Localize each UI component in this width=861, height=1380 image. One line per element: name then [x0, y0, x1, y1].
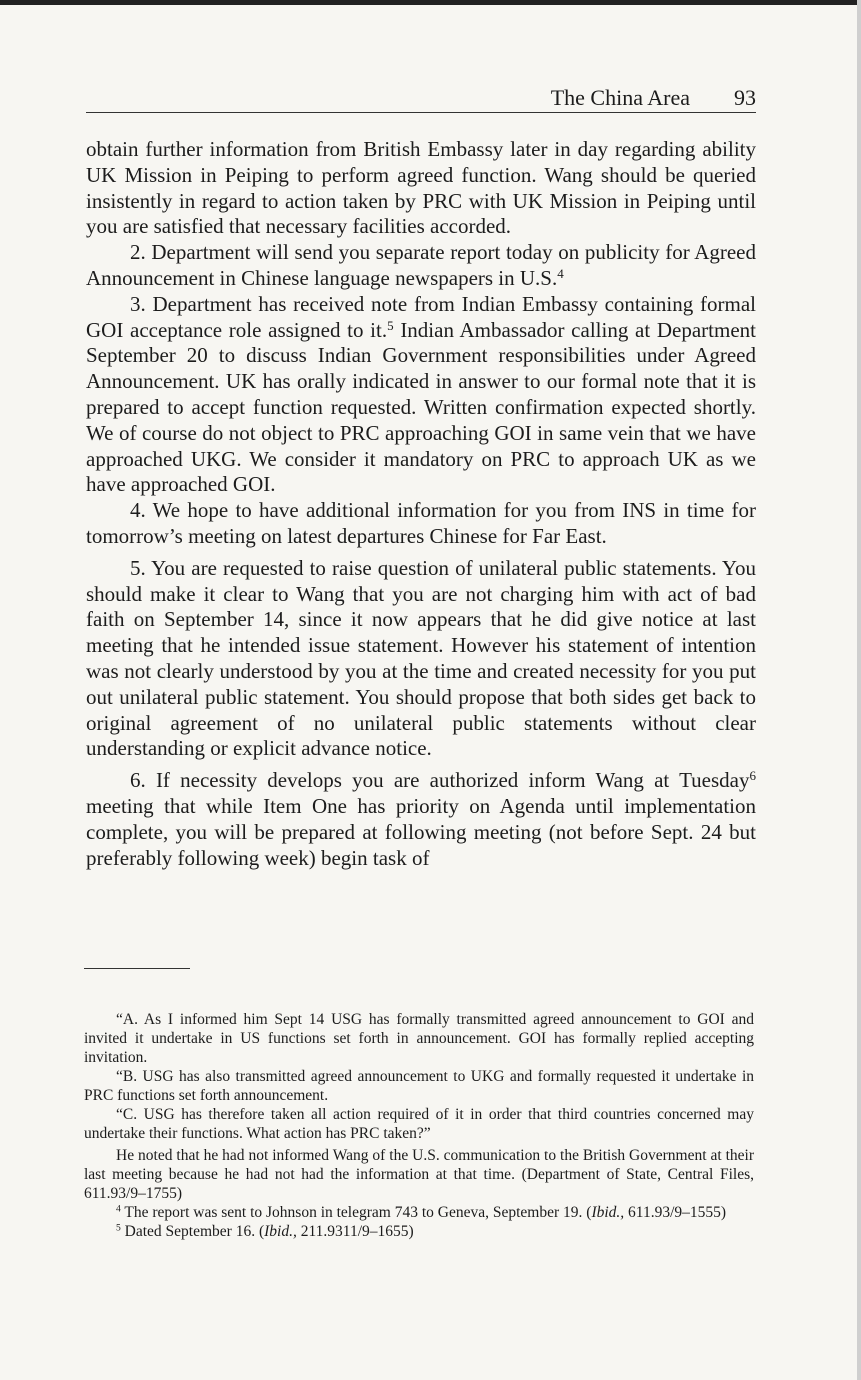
footnote-quote-a: “A. As I informed him Sept 14 USG has formally transmitted agreed announcement to GOI and invited it undertake in US functions set forth in announcement. GOI has formally replied accepting invitation.: [84, 1011, 754, 1066]
page-right-edge: [857, 0, 861, 1380]
footnote-4-mark: 4: [116, 1203, 121, 1215]
running-head: [86, 84, 756, 113]
footnote-5-citation: 211.9311/9–1655): [296, 1223, 414, 1240]
paragraph-3: [86, 292, 756, 498]
footnote-ref-6: 6: [749, 767, 756, 783]
footnote-5-mark: 5: [116, 1222, 121, 1234]
body-text: [86, 137, 756, 871]
paragraph-3-text-a: 3. Department has received note from Indian Embassy containing formal GOI acceptance role assigned to it.: [86, 291, 756, 342]
paragraph-2-text: 2. Department will send you separate report today on publicity for Agreed Announcement in Chinese language newspapers in U.S.: [86, 240, 756, 290]
footnote-ref-5: 5: [387, 317, 394, 333]
page-top-edge: [0, 0, 861, 5]
footnote-ref-4: 4: [557, 265, 564, 281]
footnote-4-ibid: Ibid.,: [591, 1204, 625, 1221]
paragraph-6: [86, 768, 756, 871]
footnote-4-text: The report was sent to Johnson in telegram 743 to Geneva, September 19. (: [120, 1204, 592, 1221]
paragraph-4: 4. We hope to have additional information for you from INS in time for tomorrow’s meeting on latest departures Chinese for Far East.: [86, 498, 756, 548]
footnotes: [84, 1010, 754, 1241]
paragraph-2: [86, 240, 756, 292]
footnote-4: [84, 1203, 754, 1222]
footnote-rule: [84, 968, 190, 969]
paragraph-6-text-b: meeting that while Item One has priority on Agenda until implementation complete, you will be prepared at following meeting (not before Sept. 24 but preferably following week) begin task of: [86, 793, 756, 870]
footnote-5-text: Dated September 16. (: [120, 1223, 265, 1240]
paragraph-6-text-a: 6. If necessity develops you are authorized inform Wang at Tuesday: [130, 768, 750, 793]
footnote-5: [84, 1222, 754, 1241]
page-number: 93: [734, 85, 756, 110]
paragraph-3-text-b: Indian Ambassador calling at Department September 20 to discuss Indian Government responsibilities under Agreed Announcement. UK has orally indicated in answer to our formal note that it is prepared to accept function requested. Written confirmation expected shortly. We of course do not object to PRC approaching GOI in same vein that we have approached UKG. We consider it mandatory on PRC to approach UK as we have approached GOI.: [86, 317, 756, 497]
footnote-note: He noted that he had not informed Wang of the U.S. communication to the British Government at their last meeting because he had not had the information at that time. (Department of State, Central Files, 611.93/9–1755): [84, 1147, 754, 1202]
footnote-quote-c: “C. USG has therefore taken all action required of it in order that third countries concerned may undertake their functions. What action has PRC taken?”: [84, 1106, 754, 1142]
footnote-4-citation: 611.93/9–1555): [624, 1204, 727, 1221]
paragraph-continuation: obtain further information from British Embassy later in day regarding ability UK Mission in Peiping to perform agreed function. Wang should be queried insistently in regard to action taken by PRC with UK Mission in Peiping until you are satisfied that necessary facilities accorded.: [86, 137, 756, 239]
footnote-5-ibid: Ibid.,: [264, 1223, 297, 1240]
running-head-title: The China Area: [550, 85, 690, 110]
paragraph-5: 5. You are requested to raise question of unilateral public statements. You should make it clear to Wang that you are not charging him with act of bad faith on September 14, since it now appears that he did give notice at last meeting that he intended issue statement. However his statement of intention was not clearly understood by you at the time and created necessity for you put out unilateral public statement. You should propose that both sides get back to original agreement of no unilateral public statements without clear understanding or explicit advance notice.: [86, 555, 756, 761]
footnote-quote-b: “B. USG has also transmitted agreed announcement to UKG and formally requested it undertake in PRC functions set forth announcement.: [84, 1068, 754, 1104]
